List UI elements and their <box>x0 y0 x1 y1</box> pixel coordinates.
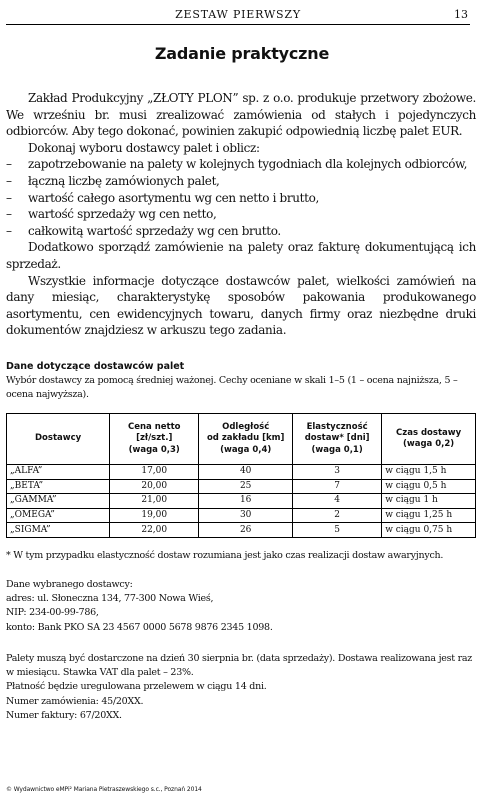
chosen-supplier-block <box>6 578 476 635</box>
flexibility-cell: 4 <box>293 494 382 509</box>
chosen-supplier-address: adres: ul. Słoneczna 134, 77-300 Nowa Wieś, <box>6 593 214 605</box>
table-row <box>7 479 476 494</box>
net-price-cell: 20,00 <box>110 479 199 494</box>
suppliers-heading: Dane dotyczące dostawców palet <box>6 361 185 372</box>
supplier-name-cell: „GAMMA” <box>7 494 110 509</box>
delivery-time-cell: w ciągu 0,75 h <box>382 523 476 538</box>
table-header-row <box>7 414 476 465</box>
invoice-number: Numer faktury: 67/20XX. <box>6 709 122 721</box>
intro-paragraph: Zakład Produkcyjny „ZŁOTY PLON” sp. z o.o. produkuje przetwory zbożowe. We wrześniu br. musi zrealizować zamówienia od stałych i pojedynczych odbiorców. Aby tego dokonać, powinien zakupić odpowiednią liczbę palet EUR. <box>6 91 476 139</box>
supplier-name-cell: „OMEGA” <box>7 508 110 523</box>
column-header-distance: Odległość od zakładu [km] (waga 0,4) <box>199 414 293 465</box>
distance-cell: 16 <box>199 494 293 509</box>
task-list-item: – łączną liczbę zamówionych palet, <box>6 173 476 190</box>
task-list <box>6 156 476 239</box>
page-number: 13 <box>454 8 468 21</box>
chosen-supplier-account: konto: Bank PKO SA 23 4567 0000 5678 9876 2345 1098. <box>6 621 273 633</box>
order-number: Numer zamówienia: 45/20XX. <box>6 695 144 707</box>
net-price-cell: 21,00 <box>110 494 199 509</box>
column-header-delivery-time: Czas dostawy (waga 0,2) <box>382 414 476 465</box>
delivery-time-cell: w ciągu 0,5 h <box>382 479 476 494</box>
task-list-item: – wartość całego asortymentu wg cen netto i brutto, <box>6 190 476 207</box>
delivery-block <box>6 652 476 723</box>
suppliers-table <box>6 413 476 538</box>
flexibility-cell: 5 <box>293 523 382 538</box>
running-header <box>6 8 470 25</box>
footnote-block <box>6 549 476 563</box>
table-row <box>7 494 476 509</box>
copyright-footer: © Wydawnictwo eMPi² Mariana Pietraszewskiego s.c., Poznań 2014 <box>6 786 202 793</box>
delivery-time-cell: w ciągu 1,25 h <box>382 508 476 523</box>
column-header-net-price: Cena netto [zł/szt.] (waga 0,3) <box>110 414 199 465</box>
task-list-item: – zapotrzebowanie na palety w kolejnych tygodniach dla kolejnych odbiorców, <box>6 156 476 173</box>
distance-cell: 30 <box>199 508 293 523</box>
table-footnote: * W tym przypadku elastyczność dostaw rozumiana jest jako czas realizacji dostaw awaryjnych. <box>6 550 444 561</box>
chosen-supplier-nip: NIP: 234-00-99-786, <box>6 607 99 619</box>
supplier-name-cell: „BETA” <box>7 479 110 494</box>
delivery-time-cell: w ciągu 1,5 h <box>382 465 476 480</box>
suppliers-description-block <box>6 374 476 402</box>
distance-cell: 26 <box>199 523 293 538</box>
additional-paragraph: Dodatkowo sporządź zamówienie na palety oraz fakturę dokumentującą ich sprzedaż. <box>6 240 476 271</box>
header-title: ZESTAW PIERWSZY <box>175 8 301 21</box>
net-price-cell: 19,00 <box>110 508 199 523</box>
flexibility-cell: 7 <box>293 479 382 494</box>
task-list-item: – wartość sprzedaży wg cen netto, <box>6 206 476 223</box>
delivery-time-cell: w ciągu 1 h <box>382 494 476 509</box>
payment-terms: Płatność będzie uregulowana przelewem w ciągu 14 dni. <box>6 681 267 693</box>
task-description <box>6 90 476 339</box>
section-title: Zadanie praktyczne <box>154 44 330 63</box>
net-price-cell: 22,00 <box>110 523 199 538</box>
table-row <box>7 523 476 538</box>
flexibility-cell: 3 <box>293 465 382 480</box>
supplier-name-cell: „ALFA” <box>7 465 110 480</box>
chosen-supplier-heading: Dane wybranego dostawcy: <box>6 579 133 590</box>
table-row <box>7 508 476 523</box>
distance-cell: 40 <box>199 465 293 480</box>
suppliers-description: Wybór dostawcy za pomocą średniej ważonej. Cechy oceniane w skali 1–5 (1 – ocena najniższa, 5 – ocena najwyższa). <box>6 375 458 401</box>
task-list-item: – całkowitą wartość sprzedaży wg cen brutto. <box>6 223 476 240</box>
net-price-cell: 17,00 <box>110 465 199 480</box>
flexibility-cell: 2 <box>293 508 382 523</box>
instruction-paragraph: Dokonaj wyboru dostawcy palet i oblicz: <box>28 140 260 155</box>
info-paragraph: Wszystkie informacje dotyczące dostawców palet, wielkości zamówień na dany miesiąc, charakterystykę sposobów pakowania produkowanego asortymentu, cen ewidencyjnych towaru, danych firmy oraz niezbędne druki dokumentów znajdziesz w arkuszu tego zadania. <box>6 273 476 338</box>
supplier-name-cell: „SIGMA” <box>7 523 110 538</box>
delivery-terms: Palety muszą być dostarczone na dzień 30 sierpnia br. (data sprzedaży). Dostawa realizowana jest raz w miesiącu. Stawka VAT dla palet – 23%. <box>6 653 473 679</box>
distance-cell: 25 <box>199 479 293 494</box>
column-header-suppliers: Dostawcy <box>7 414 110 465</box>
column-header-flexibility: Elastyczność dostaw* [dni] (waga 0,1) <box>293 414 382 465</box>
table-row <box>7 465 476 480</box>
